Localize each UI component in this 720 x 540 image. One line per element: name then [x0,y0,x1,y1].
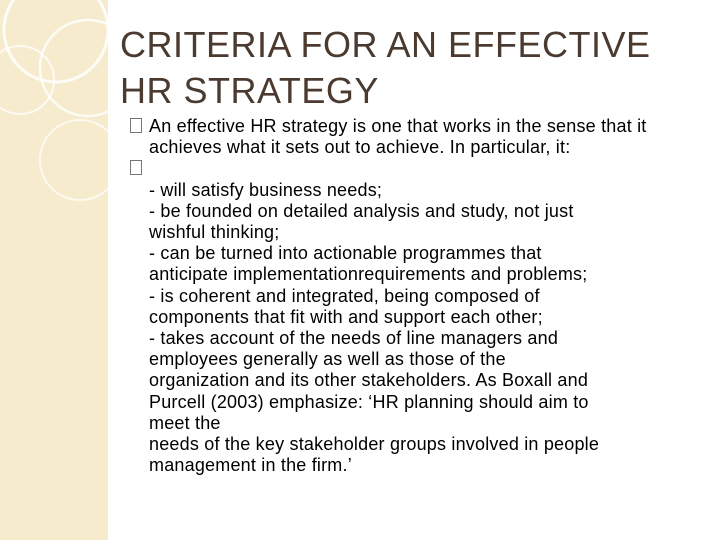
title-line: HR STRATEGY [120,70,379,111]
criteria-line: - can be turned into actionable programmes that [149,243,542,264]
bullet-item [130,116,705,158]
bullet-text: An effective HR strategy is one that works in the sense that it achieves what it sets out to achieve. In particular, it: [149,116,647,158]
criteria-line: management in the firm.’ [149,455,352,476]
criteria-line: - is coherent and integrated, being composed of [149,285,540,306]
slide-body [130,116,705,476]
criteria-line: - be founded on detailed analysis and study, not just [149,200,574,221]
title-line: CRITERIA FOR AN EFFECTIVE [120,24,651,65]
bullet-box-icon [130,160,142,175]
criteria-line: employees generally as well as those of the [149,349,506,370]
criteria-line: anticipate implementationrequirements and problems; [149,264,588,285]
bullet-box-icon [130,118,142,133]
criteria-line: organization and its other stakeholders. As Boxall and [149,370,589,391]
criteria-line: - takes account of the needs of line managers and [149,328,559,349]
criteria-line: - will satisfy business needs; [149,179,383,200]
criteria-line: components that fit with and support each other; [149,306,543,327]
slide-title [120,22,710,114]
decorative-rings [0,0,108,540]
decorative-sidebar [0,0,108,540]
criteria-line: meet the [149,412,221,433]
criteria-line: Purcell (2003) emphasize: ‘HR planning should aim to [149,391,589,412]
criteria-list [130,180,705,477]
bullet-item [130,158,705,179]
criteria-line: needs of the key stakeholder groups involved in people [149,434,600,455]
criteria-line: wishful thinking; [149,222,280,242]
